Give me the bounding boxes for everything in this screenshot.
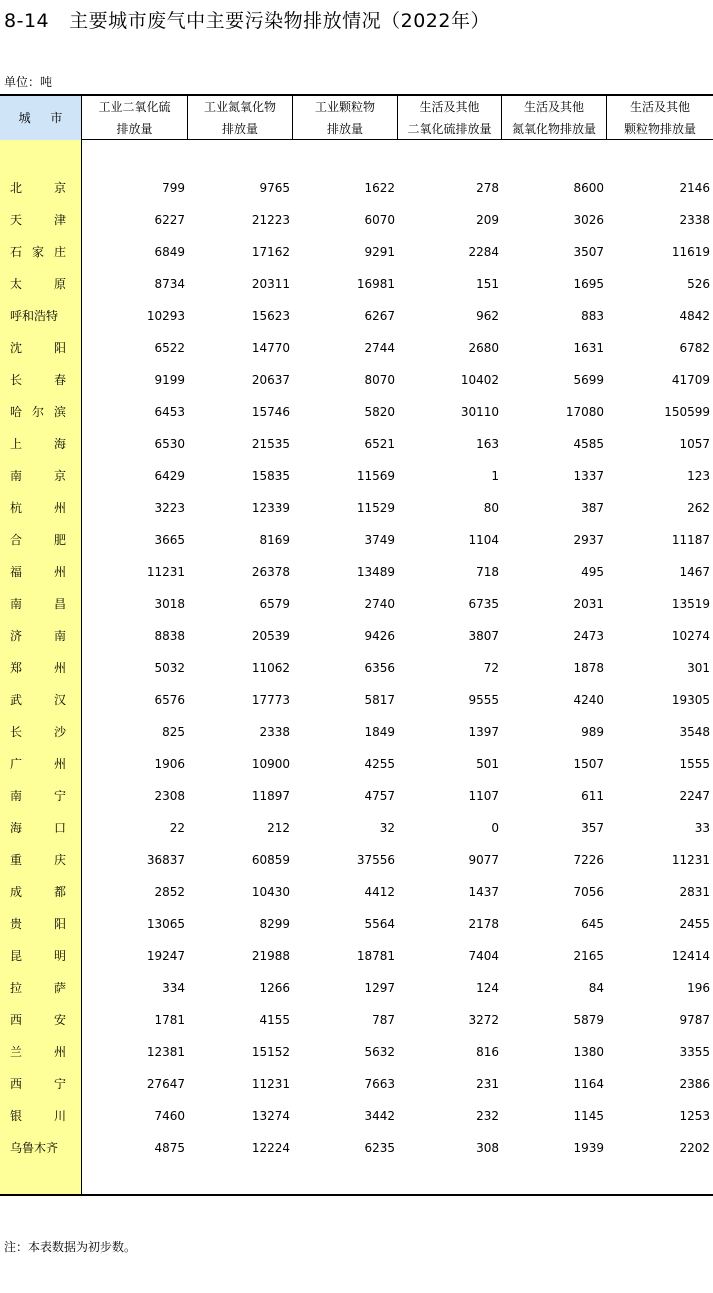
header-col-6-line-2: 颗粒物排放量 bbox=[623, 122, 696, 136]
table-row bbox=[0, 652, 713, 684]
table-row bbox=[0, 332, 713, 364]
value-cell-col-3: 11569 bbox=[356, 469, 395, 483]
value-cell-col-1: 11231 bbox=[146, 565, 185, 579]
city-name: 贵 阳 bbox=[10, 917, 66, 931]
value-cell-col-3: 6235 bbox=[364, 1141, 395, 1155]
value-cell-col-4: 80 bbox=[483, 501, 499, 515]
city-name: 成 都 bbox=[10, 885, 66, 899]
table-row bbox=[0, 524, 713, 556]
value-cell-col-3: 4412 bbox=[364, 885, 395, 899]
table-title-text: 主要城市废气中主要污染物排放情况（2022年） bbox=[69, 10, 490, 32]
value-cell-col-2: 11897 bbox=[251, 789, 290, 803]
header-col-4-line-2: 二氧化硫排放量 bbox=[407, 122, 492, 136]
city-name: 乌鲁木齐 bbox=[10, 1141, 59, 1155]
table-row bbox=[0, 812, 713, 844]
value-cell-col-4: 2178 bbox=[468, 917, 499, 931]
value-cell-col-3: 4757 bbox=[364, 789, 395, 803]
header-col-1-line-2: 排放量 bbox=[116, 122, 153, 136]
table-row bbox=[0, 300, 713, 332]
value-cell-col-6: 2455 bbox=[679, 917, 710, 931]
value-cell-col-1: 27647 bbox=[146, 1077, 185, 1091]
value-cell-col-5: 3507 bbox=[573, 245, 604, 259]
table-row bbox=[0, 908, 713, 940]
value-cell-col-6: 2338 bbox=[679, 213, 710, 227]
value-cell-col-3: 13489 bbox=[356, 565, 395, 579]
table-row bbox=[0, 620, 713, 652]
table-row bbox=[0, 1068, 713, 1100]
city-name: 西 宁 bbox=[10, 1077, 66, 1091]
value-cell-col-3: 37556 bbox=[356, 853, 395, 867]
value-cell-col-2: 21223 bbox=[251, 213, 290, 227]
value-cell-col-4: 816 bbox=[476, 1045, 499, 1059]
header-col-5-line-1: 生活及其他 bbox=[523, 100, 584, 114]
table-row bbox=[0, 1004, 713, 1036]
value-cell-col-6: 3548 bbox=[679, 725, 710, 739]
value-cell-col-4: 72 bbox=[483, 661, 499, 675]
city-name: 长 春 bbox=[10, 373, 66, 387]
value-cell-col-3: 5820 bbox=[364, 405, 395, 419]
value-cell-col-5: 1695 bbox=[573, 277, 604, 291]
header-col-5-line-2: 氮氧化物排放量 bbox=[511, 122, 596, 136]
value-cell-col-6: 11619 bbox=[671, 245, 710, 259]
value-cell-col-2: 20539 bbox=[251, 629, 290, 643]
value-cell-col-5: 1145 bbox=[573, 1109, 604, 1123]
value-cell-col-4: 278 bbox=[476, 181, 499, 195]
value-cell-col-6: 12414 bbox=[671, 949, 710, 963]
value-cell-col-2: 11062 bbox=[251, 661, 290, 675]
value-cell-col-4: 962 bbox=[476, 309, 499, 323]
table-number: 8-14 bbox=[4, 10, 50, 32]
table-row bbox=[0, 492, 713, 524]
value-cell-col-3: 8070 bbox=[364, 373, 395, 387]
value-cell-col-4: 501 bbox=[476, 757, 499, 771]
value-cell-col-6: 9787 bbox=[679, 1013, 710, 1027]
value-cell-col-6: 262 bbox=[687, 501, 710, 515]
table-row bbox=[0, 236, 713, 268]
value-cell-col-6: 19305 bbox=[671, 693, 710, 707]
header-col-6 bbox=[607, 96, 713, 140]
value-cell-col-4: 9555 bbox=[468, 693, 499, 707]
table-row bbox=[0, 940, 713, 972]
value-cell-col-6: 2247 bbox=[679, 789, 710, 803]
value-cell-col-3: 3749 bbox=[364, 533, 395, 547]
value-cell-col-5: 8600 bbox=[573, 181, 604, 195]
table-row bbox=[0, 972, 713, 1004]
value-cell-col-1: 8734 bbox=[154, 277, 185, 291]
value-cell-col-3: 6521 bbox=[364, 437, 395, 451]
value-cell-col-5: 1380 bbox=[573, 1045, 604, 1059]
table-row bbox=[0, 268, 713, 300]
value-cell-col-4: 718 bbox=[476, 565, 499, 579]
header-col-1 bbox=[82, 96, 188, 140]
value-cell-col-2: 15623 bbox=[251, 309, 290, 323]
city-name: 重 庆 bbox=[10, 853, 66, 867]
table-row bbox=[0, 844, 713, 876]
value-cell-col-1: 36837 bbox=[146, 853, 185, 867]
unit-label: 单位：吨 bbox=[4, 75, 53, 89]
value-cell-col-4: 7404 bbox=[468, 949, 499, 963]
value-cell-col-2: 15152 bbox=[251, 1045, 290, 1059]
header-col-6-line-1: 生活及其他 bbox=[629, 100, 690, 114]
value-cell-col-3: 16981 bbox=[356, 277, 395, 291]
value-cell-col-5: 1337 bbox=[573, 469, 604, 483]
value-cell-col-1: 4875 bbox=[154, 1141, 185, 1155]
value-cell-col-5: 5879 bbox=[573, 1013, 604, 1027]
table-title bbox=[4, 6, 490, 33]
value-cell-col-4: 1104 bbox=[468, 533, 499, 547]
table-row bbox=[0, 780, 713, 812]
value-cell-col-6: 13519 bbox=[671, 597, 710, 611]
value-cell-col-4: 1397 bbox=[468, 725, 499, 739]
value-cell-col-3: 32 bbox=[379, 821, 395, 835]
value-cell-col-3: 9426 bbox=[364, 629, 395, 643]
header-col-2 bbox=[188, 96, 293, 140]
table-row bbox=[0, 396, 713, 428]
value-cell-col-5: 989 bbox=[581, 725, 604, 739]
city-name: 郑 州 bbox=[10, 661, 66, 675]
value-cell-col-2: 2338 bbox=[259, 725, 290, 739]
value-cell-col-6: 526 bbox=[687, 277, 710, 291]
value-cell-col-5: 3026 bbox=[573, 213, 604, 227]
city-name: 西 安 bbox=[10, 1013, 66, 1027]
value-cell-col-4: 1437 bbox=[468, 885, 499, 899]
table-row bbox=[0, 1132, 713, 1164]
value-cell-col-4: 163 bbox=[476, 437, 499, 451]
value-cell-col-2: 20637 bbox=[251, 373, 290, 387]
value-cell-col-3: 18781 bbox=[356, 949, 395, 963]
value-cell-col-5: 1507 bbox=[573, 757, 604, 771]
value-cell-col-5: 4585 bbox=[573, 437, 604, 451]
value-cell-col-3: 1849 bbox=[364, 725, 395, 739]
value-cell-col-6: 6782 bbox=[679, 341, 710, 355]
value-cell-col-6: 150599 bbox=[664, 405, 710, 419]
value-cell-col-4: 2680 bbox=[468, 341, 499, 355]
header-col-3 bbox=[293, 96, 398, 140]
value-cell-col-3: 6356 bbox=[364, 661, 395, 675]
value-cell-col-1: 1781 bbox=[154, 1013, 185, 1027]
value-cell-col-2: 12339 bbox=[251, 501, 290, 515]
table-row bbox=[0, 1100, 713, 1132]
value-cell-col-1: 2852 bbox=[154, 885, 185, 899]
city-name: 南 京 bbox=[10, 469, 66, 483]
value-cell-col-1: 1906 bbox=[154, 757, 185, 771]
value-cell-col-1: 6522 bbox=[154, 341, 185, 355]
value-cell-col-3: 4255 bbox=[364, 757, 395, 771]
header-col-4 bbox=[398, 96, 502, 140]
value-cell-col-2: 4155 bbox=[259, 1013, 290, 1027]
value-cell-col-2: 9765 bbox=[259, 181, 290, 195]
value-cell-col-3: 6070 bbox=[364, 213, 395, 227]
city-name: 长 沙 bbox=[10, 725, 66, 739]
city-name: 合 肥 bbox=[10, 533, 66, 547]
value-cell-col-4: 1107 bbox=[468, 789, 499, 803]
value-cell-col-1: 13065 bbox=[146, 917, 185, 931]
header-city: 城 市 bbox=[0, 96, 82, 140]
value-cell-col-2: 60859 bbox=[251, 853, 290, 867]
value-cell-col-2: 12224 bbox=[251, 1141, 290, 1155]
table-row bbox=[0, 364, 713, 396]
table-row bbox=[0, 428, 713, 460]
value-cell-col-6: 1253 bbox=[679, 1109, 710, 1123]
value-cell-col-6: 11231 bbox=[671, 853, 710, 867]
value-cell-col-1: 8838 bbox=[154, 629, 185, 643]
value-cell-col-6: 2146 bbox=[679, 181, 710, 195]
value-cell-col-6: 41709 bbox=[671, 373, 710, 387]
value-cell-col-5: 5699 bbox=[573, 373, 604, 387]
city-name: 太 原 bbox=[10, 277, 66, 291]
value-cell-col-2: 8169 bbox=[259, 533, 290, 547]
value-cell-col-6: 2202 bbox=[679, 1141, 710, 1155]
header-col-2-line-1: 工业氮氧化物 bbox=[203, 100, 276, 114]
value-cell-col-2: 21988 bbox=[251, 949, 290, 963]
city-name: 北 京 bbox=[10, 181, 66, 195]
city-name: 济 南 bbox=[10, 629, 66, 643]
value-cell-col-1: 3018 bbox=[154, 597, 185, 611]
value-cell-col-4: 1 bbox=[491, 469, 499, 483]
value-cell-col-3: 7663 bbox=[364, 1077, 395, 1091]
city-name: 呼和浩特 bbox=[10, 309, 59, 323]
value-cell-col-5: 1631 bbox=[573, 341, 604, 355]
value-cell-col-1: 6849 bbox=[154, 245, 185, 259]
table-row bbox=[0, 1036, 713, 1068]
value-cell-col-6: 301 bbox=[687, 661, 710, 675]
value-cell-col-1: 5032 bbox=[154, 661, 185, 675]
value-cell-col-1: 10293 bbox=[146, 309, 185, 323]
value-cell-col-1: 2308 bbox=[154, 789, 185, 803]
city-name: 兰 州 bbox=[10, 1045, 66, 1059]
value-cell-col-2: 26378 bbox=[251, 565, 290, 579]
city-name: 银 川 bbox=[10, 1109, 66, 1123]
value-cell-col-4: 151 bbox=[476, 277, 499, 291]
value-cell-col-4: 0 bbox=[491, 821, 499, 835]
value-cell-col-1: 6453 bbox=[154, 405, 185, 419]
value-cell-col-6: 196 bbox=[687, 981, 710, 995]
header-col-3-line-2: 排放量 bbox=[326, 122, 363, 136]
value-cell-col-5: 2165 bbox=[573, 949, 604, 963]
value-cell-col-2: 10430 bbox=[251, 885, 290, 899]
city-name: 福 州 bbox=[10, 565, 66, 579]
value-cell-col-4: 3272 bbox=[468, 1013, 499, 1027]
value-cell-col-3: 6267 bbox=[364, 309, 395, 323]
value-cell-col-2: 1266 bbox=[259, 981, 290, 995]
value-cell-col-5: 1164 bbox=[573, 1077, 604, 1091]
value-cell-col-3: 5817 bbox=[364, 693, 395, 707]
header-col-5 bbox=[502, 96, 607, 140]
value-cell-col-6: 2831 bbox=[679, 885, 710, 899]
value-cell-col-3: 5632 bbox=[364, 1045, 395, 1059]
table-row bbox=[0, 588, 713, 620]
header-col-1-line-1: 工业二氧化硫 bbox=[98, 100, 171, 114]
value-cell-col-4: 6735 bbox=[468, 597, 499, 611]
table-row bbox=[0, 716, 713, 748]
value-cell-col-2: 8299 bbox=[259, 917, 290, 931]
data-table bbox=[0, 94, 713, 1195]
footnote: 注：本表数据为初步数。 bbox=[4, 1240, 137, 1254]
city-name: 南 昌 bbox=[10, 597, 66, 611]
value-cell-col-1: 799 bbox=[162, 181, 185, 195]
value-cell-col-2: 15835 bbox=[251, 469, 290, 483]
value-cell-col-5: 1939 bbox=[573, 1141, 604, 1155]
value-cell-col-2: 21535 bbox=[251, 437, 290, 451]
value-cell-col-5: 4240 bbox=[573, 693, 604, 707]
value-cell-col-5: 7226 bbox=[573, 853, 604, 867]
value-cell-col-5: 645 bbox=[581, 917, 604, 931]
table-header bbox=[0, 94, 713, 140]
city-name: 哈 尔 滨 bbox=[10, 405, 66, 419]
value-cell-col-1: 7460 bbox=[154, 1109, 185, 1123]
value-cell-col-6: 1057 bbox=[679, 437, 710, 451]
city-name: 石 家 庄 bbox=[10, 245, 66, 259]
value-cell-col-3: 1622 bbox=[364, 181, 395, 195]
value-cell-col-6: 4842 bbox=[679, 309, 710, 323]
value-cell-col-6: 2386 bbox=[679, 1077, 710, 1091]
value-cell-col-2: 17773 bbox=[251, 693, 290, 707]
value-cell-col-5: 611 bbox=[581, 789, 604, 803]
value-cell-col-3: 3442 bbox=[364, 1109, 395, 1123]
header-col-3-line-1: 工业颗粒物 bbox=[314, 100, 375, 114]
city-name: 广 州 bbox=[10, 757, 66, 771]
value-cell-col-5: 883 bbox=[581, 309, 604, 323]
value-cell-col-3: 2744 bbox=[364, 341, 395, 355]
value-cell-col-2: 11231 bbox=[251, 1077, 290, 1091]
value-cell-col-5: 2473 bbox=[573, 629, 604, 643]
value-cell-col-5: 495 bbox=[581, 565, 604, 579]
value-cell-col-5: 2031 bbox=[573, 597, 604, 611]
value-cell-col-5: 7056 bbox=[573, 885, 604, 899]
value-cell-col-2: 6579 bbox=[259, 597, 290, 611]
city-name: 武 汉 bbox=[10, 693, 66, 707]
value-cell-col-1: 9199 bbox=[154, 373, 185, 387]
value-cell-col-1: 6530 bbox=[154, 437, 185, 451]
value-cell-col-2: 212 bbox=[267, 821, 290, 835]
value-cell-col-1: 22 bbox=[169, 821, 185, 835]
value-cell-col-1: 3223 bbox=[154, 501, 185, 515]
value-cell-col-4: 3807 bbox=[468, 629, 499, 643]
city-name: 沈 阳 bbox=[10, 341, 66, 355]
value-cell-col-1: 6227 bbox=[154, 213, 185, 227]
city-name: 海 口 bbox=[10, 821, 66, 835]
bottom-rule bbox=[0, 1194, 713, 1196]
value-cell-col-3: 5564 bbox=[364, 917, 395, 931]
header-col-4-line-1: 生活及其他 bbox=[419, 100, 480, 114]
value-cell-col-2: 17162 bbox=[251, 245, 290, 259]
value-cell-col-2: 10900 bbox=[251, 757, 290, 771]
value-cell-col-4: 231 bbox=[476, 1077, 499, 1091]
value-cell-col-5: 357 bbox=[581, 821, 604, 835]
table-row bbox=[0, 556, 713, 588]
value-cell-col-6: 10274 bbox=[671, 629, 710, 643]
table-row bbox=[0, 172, 713, 204]
table-row bbox=[0, 204, 713, 236]
value-cell-col-5: 2937 bbox=[573, 533, 604, 547]
value-cell-col-5: 387 bbox=[581, 501, 604, 515]
value-cell-col-2: 14770 bbox=[251, 341, 290, 355]
value-cell-col-1: 334 bbox=[162, 981, 185, 995]
value-cell-col-4: 30110 bbox=[460, 405, 499, 419]
value-cell-col-4: 2284 bbox=[468, 245, 499, 259]
value-cell-col-3: 11529 bbox=[356, 501, 395, 515]
value-cell-col-6: 33 bbox=[694, 821, 710, 835]
value-cell-col-4: 10402 bbox=[460, 373, 499, 387]
value-cell-col-6: 11187 bbox=[671, 533, 710, 547]
city-name: 拉 萨 bbox=[10, 981, 66, 995]
table-row bbox=[0, 876, 713, 908]
value-cell-col-3: 2740 bbox=[364, 597, 395, 611]
value-cell-col-4: 124 bbox=[476, 981, 499, 995]
city-name: 天 津 bbox=[10, 213, 66, 227]
value-cell-col-6: 1467 bbox=[679, 565, 710, 579]
value-cell-col-4: 308 bbox=[476, 1141, 499, 1155]
city-name: 昆 明 bbox=[10, 949, 66, 963]
value-cell-col-1: 19247 bbox=[146, 949, 185, 963]
value-cell-col-2: 13274 bbox=[251, 1109, 290, 1123]
table-row bbox=[0, 748, 713, 780]
city-name: 南 宁 bbox=[10, 789, 66, 803]
value-cell-col-1: 3665 bbox=[154, 533, 185, 547]
city-name: 杭 州 bbox=[10, 501, 66, 515]
value-cell-col-1: 6576 bbox=[154, 693, 185, 707]
value-cell-col-4: 232 bbox=[476, 1109, 499, 1123]
value-cell-col-1: 825 bbox=[162, 725, 185, 739]
value-cell-col-1: 12381 bbox=[146, 1045, 185, 1059]
value-cell-col-2: 15746 bbox=[251, 405, 290, 419]
value-cell-col-6: 1555 bbox=[679, 757, 710, 771]
value-cell-col-4: 9077 bbox=[468, 853, 499, 867]
header-col-2-line-2: 排放量 bbox=[221, 122, 258, 136]
value-cell-col-2: 20311 bbox=[251, 277, 290, 291]
table-row bbox=[0, 684, 713, 716]
table-row bbox=[0, 460, 713, 492]
value-cell-col-5: 17080 bbox=[565, 405, 604, 419]
value-cell-col-5: 84 bbox=[588, 981, 604, 995]
value-cell-col-6: 123 bbox=[687, 469, 710, 483]
city-name: 上 海 bbox=[10, 437, 66, 451]
value-cell-col-3: 787 bbox=[372, 1013, 395, 1027]
value-cell-col-5: 1878 bbox=[573, 661, 604, 675]
value-cell-col-3: 9291 bbox=[364, 245, 395, 259]
value-cell-col-6: 3355 bbox=[679, 1045, 710, 1059]
value-cell-col-4: 209 bbox=[476, 213, 499, 227]
value-cell-col-3: 1297 bbox=[364, 981, 395, 995]
value-cell-col-1: 6429 bbox=[154, 469, 185, 483]
